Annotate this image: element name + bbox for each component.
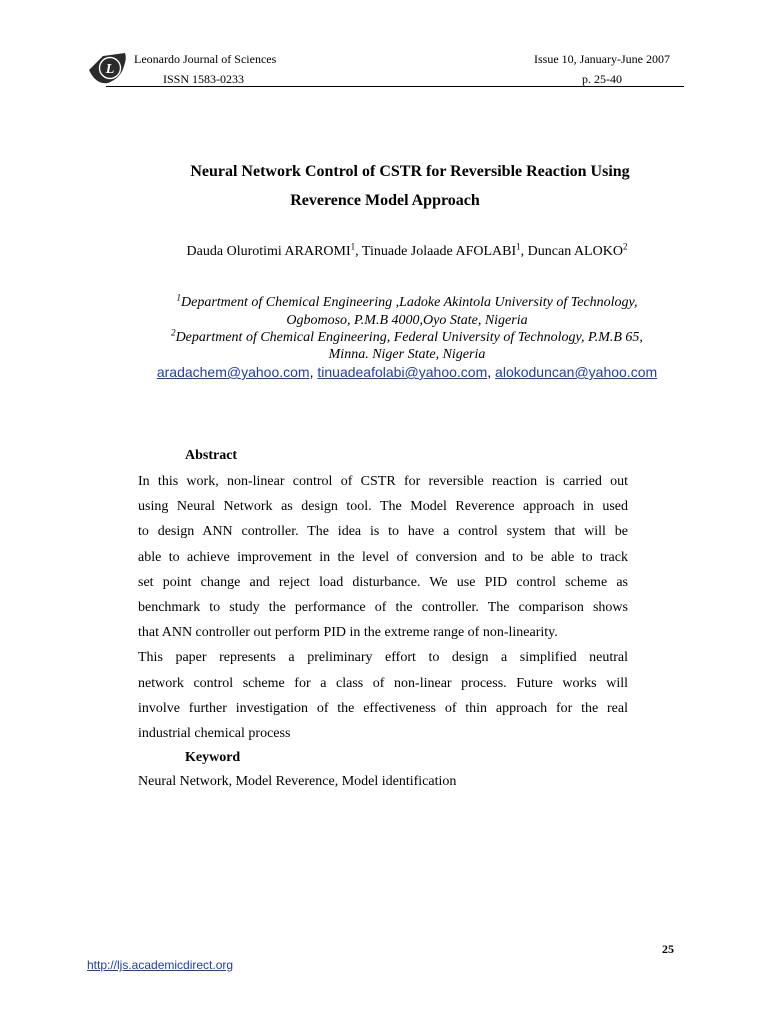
affiliation-text: Department of Chemical Engineering, Federal University of Technology, P.M.B 65, xyxy=(175,330,643,345)
abstract-line: involve further investigation of the effectiveness of thin approach for the real xyxy=(138,700,628,716)
abstract-line: industrial chemical process xyxy=(138,726,291,742)
affiliation-text: Department of Chemical Engineering ,Ladoke Akintola University of Technology, xyxy=(181,295,638,310)
author-name: Tinuade Jolaade AFOLABI xyxy=(361,244,517,259)
author-affiliation-mark: 1 xyxy=(516,241,521,252)
abstract-line: able to achieve improvement in the level of conversion and to be able to track xyxy=(138,549,628,565)
email-separator: , xyxy=(487,364,496,380)
affiliation-2-line-2: Minna. Niger State, Nigeria xyxy=(328,347,486,362)
author-name: Dauda Olurotimi ARAROMI xyxy=(186,244,351,259)
abstract-line: In this work, non-linear control of CSTR for reversible reaction is carried out xyxy=(138,474,628,489)
journal-pages: p. 25-40 xyxy=(582,72,622,86)
author-separator: , xyxy=(355,244,362,259)
journal-issue: Issue 10, January-June 2007 xyxy=(534,52,670,66)
journal-logo xyxy=(88,50,128,86)
abstract-line: to design ANN controller. The idea is to have a control system that will be xyxy=(138,524,628,540)
author-name: Duncan ALOKO xyxy=(527,244,623,259)
abstract-line: network control scheme for a class of non-linear process. Future works will xyxy=(138,675,628,691)
author-list xyxy=(0,241,770,260)
author-emails xyxy=(0,364,770,380)
email-link-aloko[interactable]: alokoduncan@yahoo.com xyxy=(495,364,658,380)
journal-issn: ISSN 1583-0233 xyxy=(163,72,245,86)
abstract-line: benchmark to study the performance of the controller. The comparison shows xyxy=(138,600,628,616)
keyword-list: Neural Network, Model Reverence, Model identification xyxy=(138,774,457,789)
email-separator: , xyxy=(309,364,318,380)
svg-text:L: L xyxy=(105,62,115,77)
affiliation-mark: 1 xyxy=(176,292,181,303)
journal-name: Leonardo Journal of Sciences xyxy=(134,52,277,66)
keyword-heading: Keyword xyxy=(185,750,241,765)
affiliation-mark: 2 xyxy=(171,327,176,338)
journal-website-link[interactable]: http://ljs.academicdirect.org xyxy=(87,958,234,972)
abstract-line: set point change and reject load disturbance. We use PID control scheme as xyxy=(138,574,628,590)
affiliation-1-line-1 xyxy=(0,292,770,311)
paper-title-line-1: Neural Network Control of CSTR for Reversible Reaction Using xyxy=(190,163,630,180)
email-link-afolabi[interactable]: tinuadeafolabi@yahoo.com xyxy=(317,364,488,380)
abstract-line: using Neural Network as design tool. The Model Reverence approach in used xyxy=(138,499,628,515)
abstract-body xyxy=(138,469,628,746)
abstract-line: This paper represents a preliminary effort to design a simplified neutral xyxy=(138,650,628,666)
affiliation-1-line-2: Ogbomoso, P.M.B 4000,Oyo State, Nigeria xyxy=(286,313,528,328)
paper-title-line-2: Reverence Model Approach xyxy=(290,192,480,209)
email-link-araromi[interactable]: aradachem@yahoo.com xyxy=(156,364,310,380)
author-separator: , xyxy=(520,244,528,259)
author-affiliation-mark: 2 xyxy=(622,241,628,252)
affiliation-2-line-1 xyxy=(0,327,770,346)
abstract-line: that ANN controller out perform PID in the extreme range of non-linearity. xyxy=(138,625,558,641)
journal-logo-icon xyxy=(88,50,128,86)
author-affiliation-mark: 1 xyxy=(350,241,356,252)
header-rule xyxy=(106,86,684,87)
abstract-heading: Abstract xyxy=(185,448,238,463)
page-number: 25 xyxy=(662,942,674,956)
